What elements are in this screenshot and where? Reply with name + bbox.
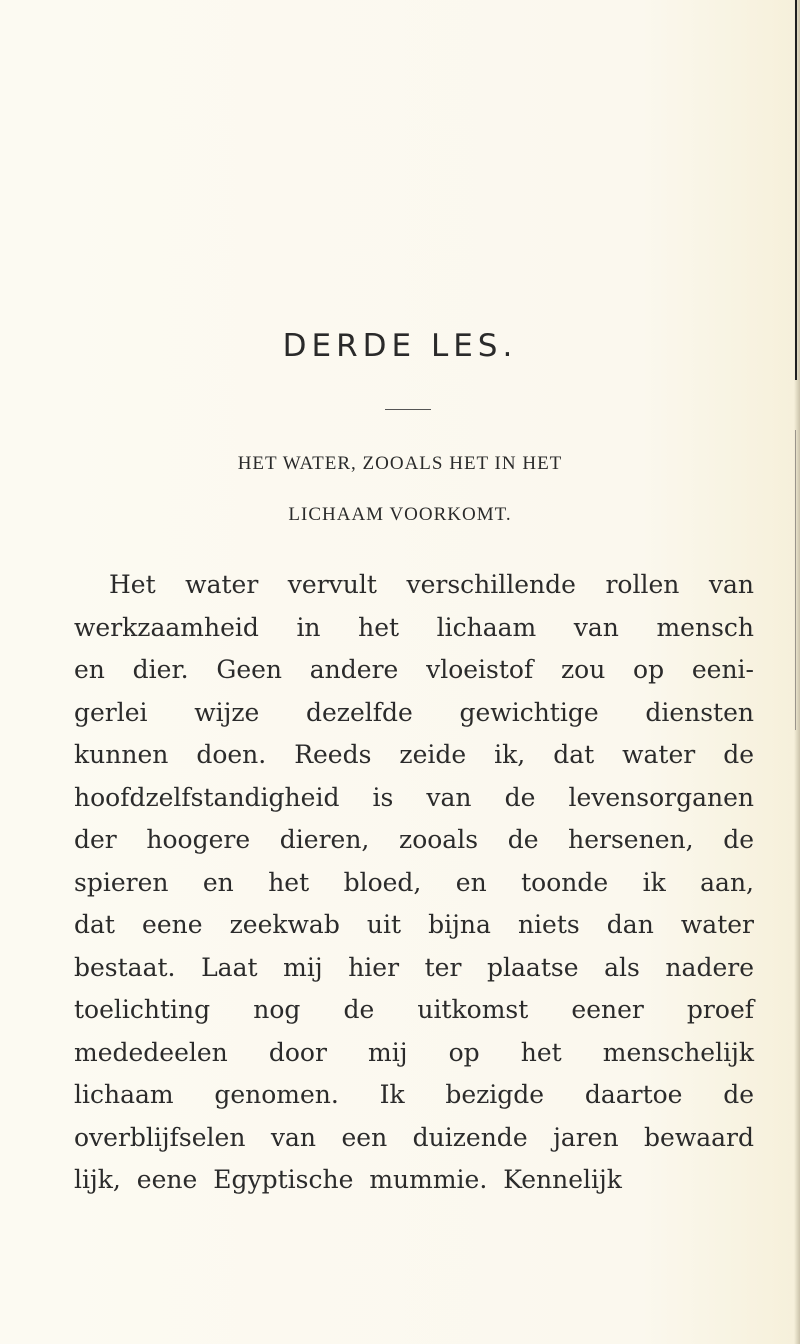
body-line: dat eene zeekwab uit bijna niets dan water bbox=[74, 910, 754, 939]
body-line: kunnen doen. Reeds zeide ik, dat water de bbox=[74, 740, 754, 769]
body-line: en dier. Geen andere vloeistof zou op eeni- bbox=[74, 655, 754, 684]
body-line: mededeelen door mij op het menschelijk bbox=[74, 1037, 754, 1067]
body-line: hoofdzelfstandigheid is van de levensorganen bbox=[74, 782, 754, 812]
body-line: spieren en het bloed, en toonde ik aan, bbox=[74, 867, 754, 897]
body-line: toelichting nog de uitkomst eener proef bbox=[74, 995, 754, 1024]
chapter-title: DERDE LES. bbox=[282, 328, 518, 364]
body-line: der hoogere dieren, zooals de hersenen, de bbox=[74, 825, 754, 854]
body-line: bestaat. Laat mij hier ter plaatse als nadere bbox=[74, 952, 754, 982]
body-line: overblijfselen van een duizende jaren bewaard bbox=[74, 1122, 754, 1152]
body-line: lijk, eene Egyptische mummie. Kennelijk bbox=[74, 1165, 622, 1194]
body-line: Het water vervult verschillende rollen van bbox=[109, 570, 754, 599]
body-line: lichaam genomen. Ik bezigde daartoe de bbox=[74, 1080, 754, 1109]
page-edge-line-faint bbox=[795, 430, 796, 730]
body-paragraph bbox=[74, 564, 754, 1202]
subtitle-line-1: HET WATER, ZOOALS HET IN HET bbox=[237, 453, 563, 474]
body-line: gerlei wijze dezelfde gewichtige diensten bbox=[74, 697, 754, 727]
page-edge-line bbox=[795, 0, 797, 380]
body-line: werkzaamheid in het lichaam van mensch bbox=[74, 612, 754, 642]
title-divider bbox=[385, 409, 431, 410]
subtitle-line-2: LICHAAM VOORKOMT. bbox=[288, 504, 512, 525]
